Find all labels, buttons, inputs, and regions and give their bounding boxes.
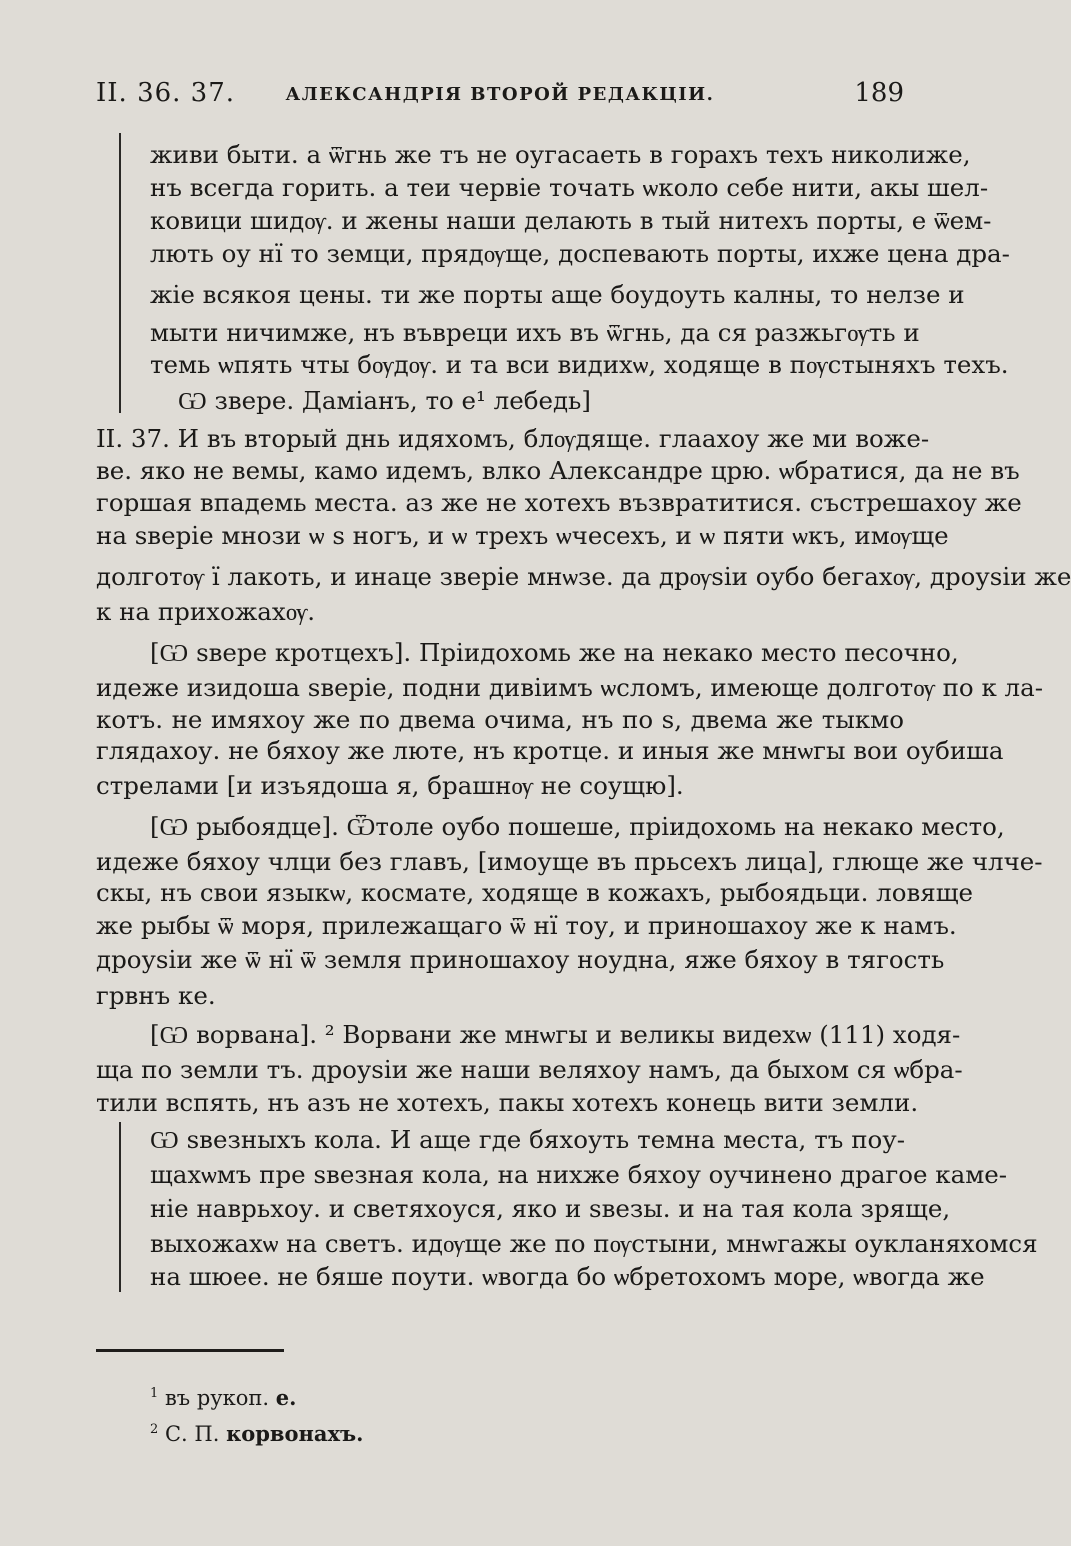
text-line: ніе наврьхоу. и светяхоуся, яко и ѕвезы. и на тая кола зряще, [150,1194,951,1223]
text-line: дроуѕіи же ѿ нї ѿ земля приношахоу ноудна, яже бяхоу в тягость [96,945,945,974]
text-line: [Ѡ ворвана]. ² Ворвани же мнѡгы и великы видехѡ (111) ходя- [150,1020,961,1049]
footnote-text: въ рукоп. [164,1386,276,1410]
footnote-label: е. [275,1385,297,1410]
margin-bracket-block1 [119,133,121,413]
footnote-1 [150,1381,296,1411]
text-line: II. 37. И въ вторый днь идяхомъ, блѹдяще. глаахоу же ми воже- [96,424,930,453]
page-number: 189 [854,78,904,108]
text-line: скы, нъ свои языкѡ, космате, ходяще в кожахъ, рыбоядьци. ловяще [96,878,973,907]
margin-bracket-block2 [119,1122,121,1292]
text-line: лють оу нї то земци, прядѹще, доспевають порты, ихже цена дра- [150,239,1010,268]
footnote-text: С. П. [164,1422,227,1446]
text-line: горшая впадемь места. аз же не хотехъ възвратитися. състрешахоу же [96,488,1022,517]
text-line: [Ѡ ѕвере кротцехъ]. Пріидохомь же на некако место песочно, [150,638,959,667]
text-line: глядахоу. не бяхоу же люте, нъ кротце. и иныя же мнѡгы вои оубиша [96,736,1004,765]
text-line: живи быти. а ѿгнь же тъ не оугасаеть в горахъ техъ николиже, [150,140,971,169]
footnote-mark: 1 [150,1386,159,1401]
section-ref: II. 36. 37. [96,78,236,108]
text-line: темь ѡпять чты бѹдѹ. и та вси видихѡ, ходяще в пѹстыняхъ техъ. [150,350,1009,379]
text-line: ве. яко не вемы, камо идемъ, влко Александре црю. ѡбратися, да не въ [96,456,1020,485]
text-line: [Ѡ рыбоядце]. Ѿтоле оубо пошеше, пріидохомь на некако место, [150,812,1005,841]
running-title: АЛЕКСАНДРІЯ ВТОРОЙ РЕДАКЦІИ. [285,84,715,105]
text-line: ща по земли тъ. дроуѕіи же наши веляхоу намъ, да быхом ся ѡбра- [96,1055,963,1084]
footnote-label: корвонахъ. [226,1421,364,1446]
text-line: идеже изидоша ѕверіе, подни дивіимъ ѡсломъ, имеюще долготѹ по к ла- [96,673,1043,702]
text-line: жіе всякоя цены. ти же порты аще боудоуть калны, то нелзе и [150,280,965,309]
text-line: котъ. не имяхоу же по двема очима, нъ по ѕ, двема же тыкмо [96,705,904,734]
text-line: тили вспять, нъ азъ не хотехъ, пакы хотехъ конець вити земли. [96,1088,919,1117]
text-line: Ѡ звере. Даміанъ, то е¹ лебедь] [178,386,591,415]
text-line: мыти ничимже, нъ въвреци ихъ въ ѿгнь, да ся разжьгѹть и [150,318,920,347]
text-line: стрелами [и изъядоша я, брашнѹ не соущю]. [96,771,684,800]
text-line: на ѕверіе мнози ѡ ѕ ногъ, и ѡ трехъ ѡчесехъ, и ѡ пяти ѡкъ, имѹще [96,521,949,550]
text-line: нъ всегда горить. а теи червіе точать ѡколо себе нити, акы шел- [150,173,989,202]
text-line: долготѹ ї лакоть, и инаце зверіе мнѡзе. да дрѹѕіи оубо бегахѹ, дроуѕіи же [96,562,1071,591]
text-line: выхожахѡ на светъ. идѹще же по пѹстыни, мнѡгажы оукланяхомся [150,1229,1038,1258]
text-line: щахѡмъ пре ѕвезная кола, на нихже бяхоу оучинено драгое каме- [150,1160,1008,1189]
running-header [96,78,904,118]
text-line: идеже бяхоу члци без главъ, [имоуще въ прьсехъ лица], глюще же члче- [96,847,1043,876]
text-line: к на прихожахѹ. [96,597,316,626]
text-line: на шюее. не бяше поути. ѡвогда бо ѡбретохомъ море, ѡвогда же [150,1262,985,1291]
text-line: же рыбы ѿ моря, прилежащаго ѿ нї тоу, и приношахоу же к намъ. [96,911,957,940]
text-line: грвнъ ке. [96,981,216,1010]
footnote-2 [150,1417,363,1447]
text-line: ковици шидѹ. и жены наши делають в тый нитехъ порты, е ѿем- [150,206,992,235]
footnote-mark: 2 [150,1422,159,1437]
footnote-rule [96,1349,284,1352]
text-line: Ѡ ѕвезныхъ кола. И аще где бяхоуть темна места, тъ поу- [150,1125,905,1154]
